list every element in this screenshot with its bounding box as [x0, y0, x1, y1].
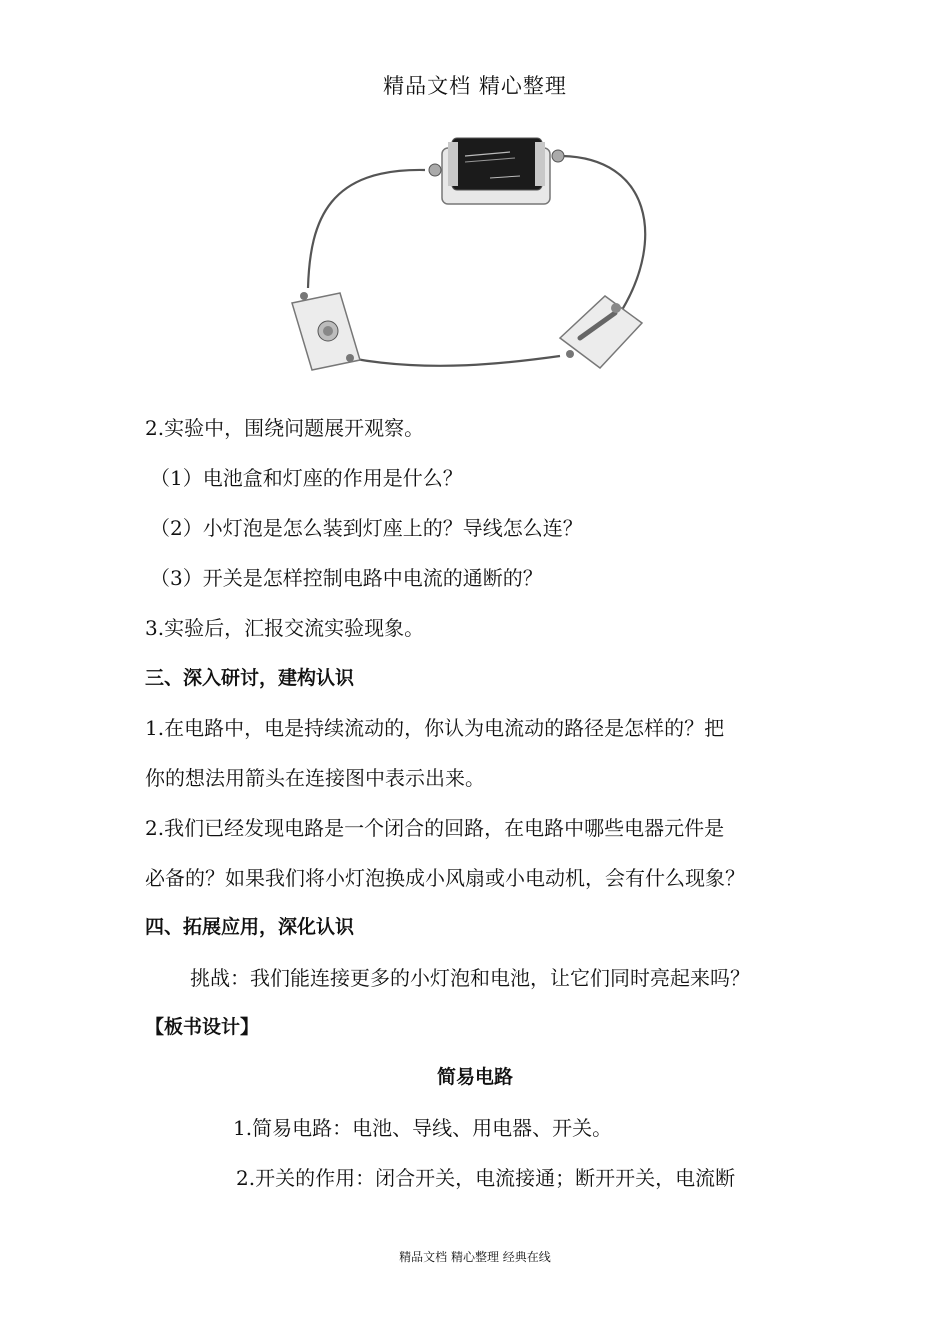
question-1: （1）电池盒和灯座的作用是什么？: [150, 466, 463, 490]
board-item-2: 2.开关的作用：闭合开关，电流接通；断开开关，电流断: [236, 1166, 736, 1190]
step-2-title: 2.实验中，围绕问题展开观察。: [145, 416, 425, 440]
wire-bottom: [350, 356, 560, 366]
paragraph-1-line-1: 1.在电路中，电是持续流动的，你认为电流动的路径是怎样的？把: [145, 716, 725, 740]
paragraph-1-line-2: 你的想法用箭头在连接图中表示出来。: [145, 766, 485, 790]
paragraph-2-line-1: 2.我们已经发现电路是一个闭合的回路，在电路中哪些电器元件是: [145, 816, 725, 840]
step-3: 3.实验后，汇报交流实验现象。: [145, 616, 425, 640]
section-3-heading: 三、深入研讨，建构认识: [145, 667, 355, 689]
board-item-1: 1.简易电路：电池、导线、用电器、开关。: [233, 1116, 613, 1140]
paragraph-2-line-2: 必备的？如果我们将小灯泡换成小风扇或小电动机，会有什么现象？: [145, 866, 745, 890]
bulb-holder: [292, 292, 360, 370]
challenge-text: 挑战：我们能连接更多的小灯泡和电池，让它们同时亮起来吗？: [190, 966, 750, 990]
battery-box: [429, 138, 564, 204]
section-4-heading: 四、拓展应用，深化认识: [145, 916, 355, 938]
board-title: 简易电路: [436, 1066, 513, 1088]
page-footer: 精品文档 精心整理 经典在线: [399, 1250, 551, 1264]
question-3: （3）开关是怎样控制电路中电流的通断的？: [150, 566, 543, 590]
wire-left: [308, 170, 425, 288]
page-header: 精品文档 精心整理: [383, 74, 567, 98]
question-2: （2）小灯泡是怎么装到灯座上的？导线怎么连？: [150, 516, 583, 540]
wire-right: [562, 156, 645, 310]
switch: [560, 296, 642, 368]
board-design-heading: 【板书设计】: [145, 1016, 260, 1038]
circuit-photo: [270, 128, 690, 388]
